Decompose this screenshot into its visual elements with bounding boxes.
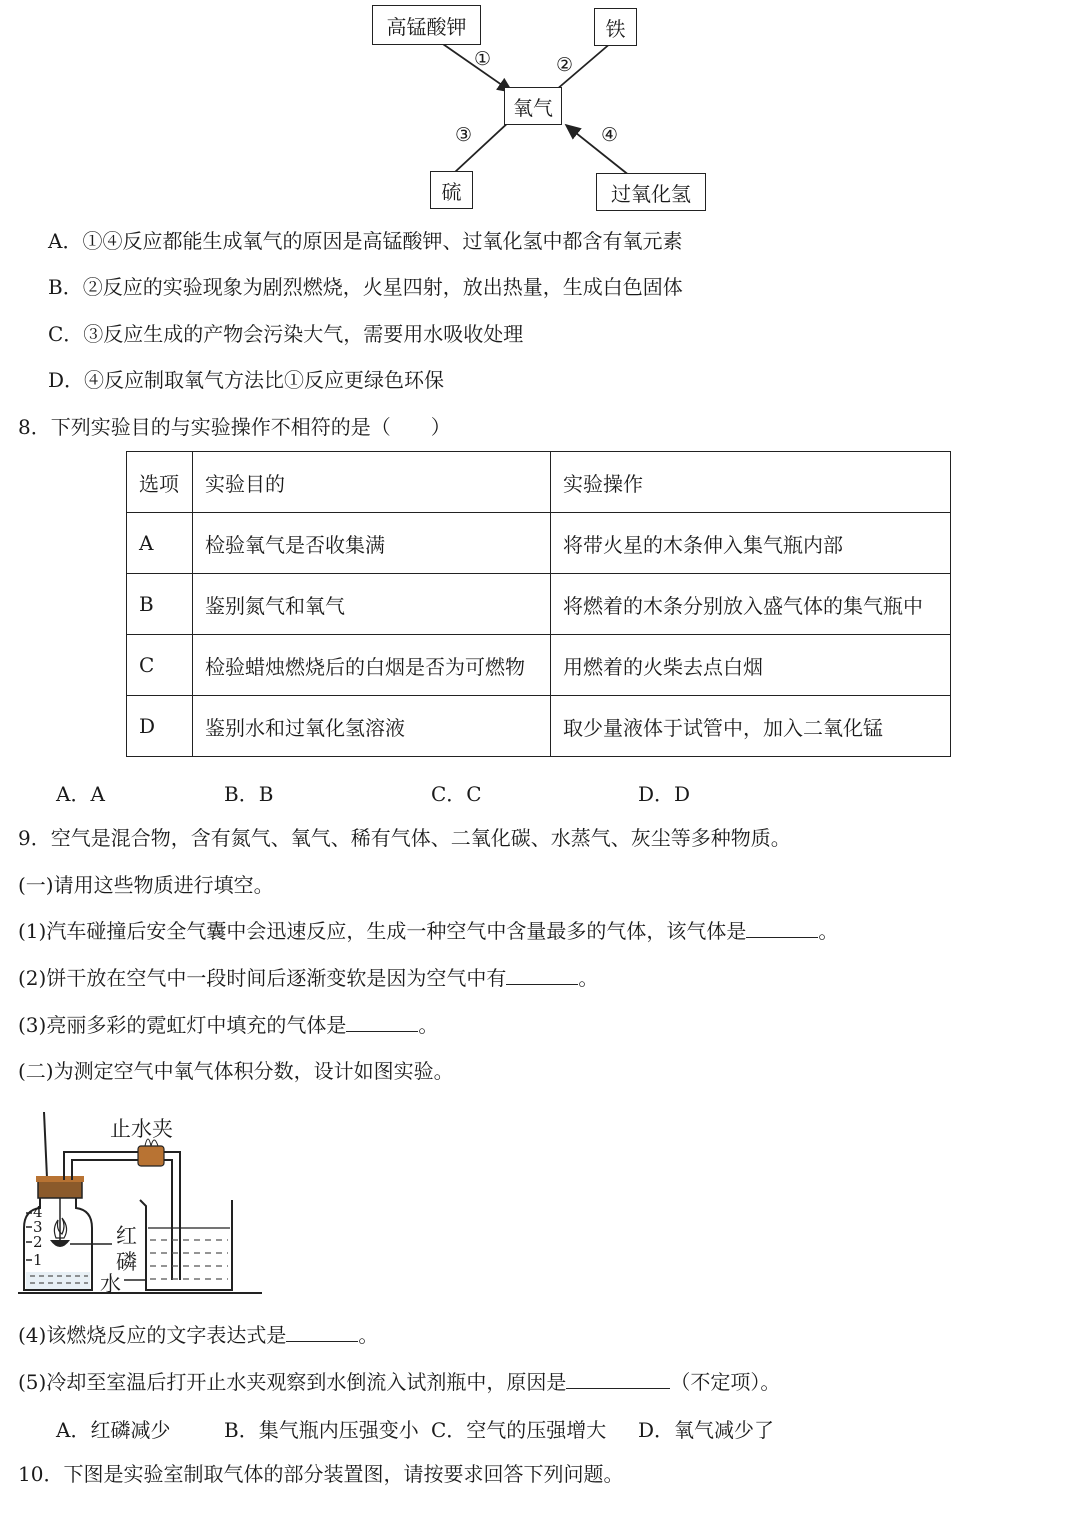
node-iron — [594, 8, 637, 46]
q9-sub-4-text: (4)该燃烧反应的文字表达式是 — [18, 1323, 287, 1347]
node-oxygen — [504, 87, 562, 125]
q9-stem: 9．空气是混合物，含有氮气、氧气、稀有气体、二氧化碳、水蒸气、灰尘等多种物质。 — [18, 826, 791, 850]
q8-choice-c: C．C — [431, 782, 482, 806]
answer-blank-5[interactable] — [566, 1368, 670, 1389]
q9-sub-2-end: 。 — [578, 966, 599, 990]
q9-sub-1-end: 。 — [818, 919, 839, 943]
table-cell: 鉴别水和过氧化氢溶液 — [193, 696, 551, 757]
node-kmno4-label: 高锰酸钾 — [386, 14, 467, 39]
q7-option-d: D．④反应制取氧气方法比①反应更绿色环保 — [48, 368, 445, 392]
node-h2o2 — [596, 173, 706, 211]
table-cell: 用燃着的火柴去点白烟 — [551, 635, 951, 696]
arrow-4 — [566, 125, 630, 176]
node-kmno4 — [372, 5, 481, 45]
table-row — [127, 574, 951, 635]
q9-sub-2 — [18, 964, 598, 992]
q9-part-1-heading: (一)请用这些物质进行填空。 — [18, 873, 274, 897]
arrow-label-1: ① — [474, 48, 492, 70]
answer-blank-3[interactable] — [346, 1011, 418, 1032]
q9-sub-3-text: (3)亮丽多彩的霓虹灯中填充的气体是 — [18, 1013, 347, 1037]
node-oxygen-label: 氧气 — [513, 95, 553, 120]
table-cell: 将带火星的木条伸入集气瓶内部 — [551, 513, 951, 574]
answer-blank-2[interactable] — [506, 964, 578, 985]
q9-5-choice-c: C．空气的压强增大 — [431, 1418, 607, 1442]
table-header-cell: 实验操作 — [551, 452, 951, 513]
q9-5-choice-a: A．红磷减少 — [56, 1418, 171, 1442]
q7-option-a: A．①④反应都能生成氧气的原因是高锰酸钾、过氧化氢中都含有氧元素 — [48, 229, 683, 253]
water-label: 水 — [100, 1272, 121, 1296]
node-sulfur-label: 硫 — [441, 179, 462, 204]
q7-option-b: B．②反应的实验现象为剧烈燃烧，火星四射，放出热量，生成白色固体 — [48, 275, 683, 299]
node-iron-label: 铁 — [605, 16, 626, 41]
q8-table — [126, 451, 951, 757]
q8-stem: 8．下列实验目的与实验操作不相符的是（ ） — [18, 415, 451, 439]
table-cell: 鉴别氮气和氧气 — [193, 574, 551, 635]
arrow-label-2: ② — [556, 54, 574, 76]
q9-sub-5-end: （不定项）。 — [670, 1370, 781, 1394]
q9-sub-4 — [18, 1321, 378, 1349]
q9-sub-5-text: (5)冷却至室温后打开止水夹观察到水倒流入试剂瓶中，原因是 — [18, 1370, 567, 1394]
table-cell: A — [127, 513, 193, 574]
scale-mark-1: 1 — [33, 1251, 43, 1269]
q9-sub-1 — [18, 917, 838, 945]
arrow-label-3: ③ — [455, 124, 473, 146]
q10-stem: 10．下图是实验室制取气体的部分装置图，请按要求回答下列问题。 — [18, 1462, 624, 1486]
table-cell: 检验蜡烛燃烧后的白烟是否为可燃物 — [193, 635, 551, 696]
table-cell: 取少量液体于试管中，加入二氧化锰 — [551, 696, 951, 757]
table-header-row — [127, 452, 951, 513]
q9-sub-3 — [18, 1011, 438, 1039]
q9-5-choice-b: B．集气瓶内压强变小 — [224, 1418, 419, 1442]
q8-choice-d: D．D — [638, 782, 691, 806]
q9-sub-4-end: 。 — [358, 1323, 379, 1347]
table-row — [127, 696, 951, 757]
node-sulfur — [430, 171, 473, 209]
scale-mark-2: 2 — [33, 1233, 43, 1251]
table-cell: 检验氧气是否收集满 — [193, 513, 551, 574]
answer-blank-4[interactable] — [286, 1321, 358, 1342]
table-row — [127, 635, 951, 696]
table-cell: D — [127, 696, 193, 757]
q9-sub-3-end: 。 — [418, 1013, 439, 1037]
arrow-label-4: ④ — [601, 124, 619, 146]
table-cell: C — [127, 635, 193, 696]
phosphorus-label-2: 磷 — [116, 1250, 137, 1274]
table-header-cell: 实验目的 — [193, 452, 551, 513]
node-h2o2-label: 过氧化氢 — [611, 181, 691, 206]
q9-sub-1-text: (1)汽车碰撞后安全气囊中会迅速反应，生成一种空气中含量最多的气体，该气体是 — [18, 919, 747, 943]
table-header-cell: 选项 — [127, 452, 193, 513]
q9-5-choice-d: D．氧气减少了 — [638, 1418, 775, 1442]
q7-option-c: C．③反应生成的产物会污染大气，需要用水吸收处理 — [48, 322, 524, 346]
scale-mark-4: 4 — [33, 1203, 43, 1221]
clamp-label: 止水夹 — [110, 1117, 173, 1141]
q9-part-2-heading: (二)为测定空气中氧气体积分数，设计如图实验。 — [18, 1059, 454, 1083]
answer-blank-1[interactable] — [746, 917, 818, 938]
q9-sub-2-text: (2)饼干放在空气中一段时间后逐渐变软是因为空气中有 — [18, 966, 507, 990]
q9-sub-5 — [18, 1368, 780, 1396]
q8-choice-b: B．B — [224, 782, 274, 806]
table-cell: B — [127, 574, 193, 635]
q8-choice-a: A．A — [56, 782, 105, 806]
table-row — [127, 513, 951, 574]
table-cell: 将燃着的木条分别放入盛气体的集气瓶中 — [551, 574, 951, 635]
phosphorus-label-1: 红 — [116, 1224, 137, 1248]
scale-mark-3: 3 — [33, 1218, 43, 1236]
